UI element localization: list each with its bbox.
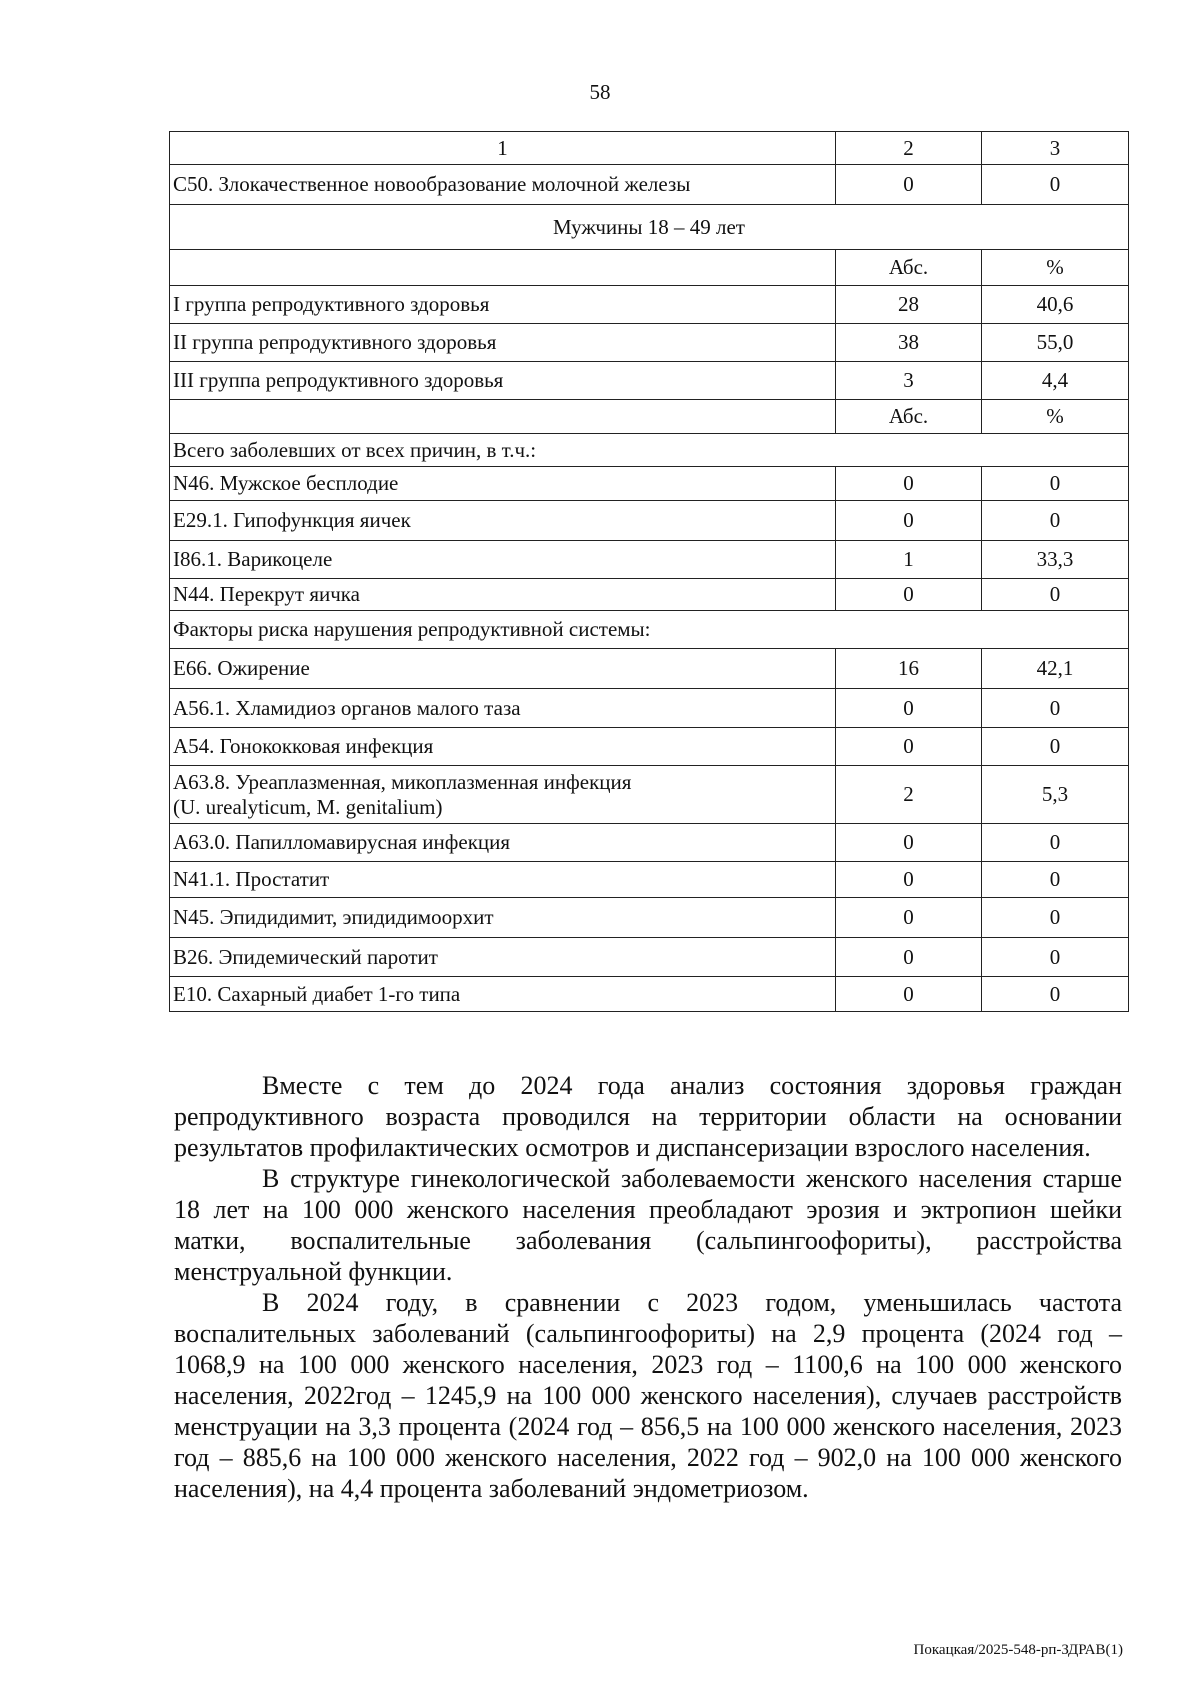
table-row xyxy=(170,501,1129,541)
percent-value: 0 xyxy=(982,977,1129,1012)
row-label: N44. Перекрут яичка xyxy=(170,579,836,611)
percent-value: 40,6 xyxy=(982,286,1129,324)
table-row xyxy=(170,400,1129,434)
header-cell-1: 1 xyxy=(170,132,836,165)
header-cell-3: 3 xyxy=(982,132,1129,165)
abs-value: 0 xyxy=(836,824,982,862)
table-row xyxy=(170,205,1129,250)
percent-value: 0 xyxy=(982,467,1129,501)
percent-value: 0 xyxy=(982,898,1129,938)
column-percent-header: % xyxy=(982,400,1129,434)
abs-value: 16 xyxy=(836,649,982,689)
row-label: I группа репродуктивного здоровья xyxy=(170,286,836,324)
section-title: Всего заболевших от всех причин, в т.ч.: xyxy=(170,434,1129,467)
table-row xyxy=(170,324,1129,362)
percent-value: 0 xyxy=(982,728,1129,766)
abs-value: 0 xyxy=(836,689,982,728)
row-label: A54. Гонококковая инфекция xyxy=(170,728,836,766)
document-footer: Покацкая/2025-548-рп-ЗДРАВ(1) xyxy=(913,1642,1123,1658)
page-number: 58 xyxy=(589,80,611,104)
percent-value: 0 xyxy=(982,501,1129,541)
paragraph: В 2024 году, в сравнении с 2023 годом, уменьшилась частота воспалительных заболеваний (сальпингоофориты) на 2,9 процента (2024 год – 1068,9 на 100 000 женского населения, 2023 год – 1100,6 на 100 000 женского населения, 2022год – 1245,9 на 100 000 женского населения), случаев расстройств менструации на 3,3 процента (2024 год – 856,5 на 100 000 женского населения, 2023 год – 885,6 на 100 000 женского населения, 2022 год – 902,0 на 100 000 женского населения), на 4,4 процента заболеваний эндометриозом. xyxy=(174,1288,1122,1503)
row-label-line: (U. urealyticum, M. genitalium) xyxy=(173,794,443,819)
abs-value: 2 xyxy=(836,766,982,824)
abs-value: 0 xyxy=(836,898,982,938)
abs-value: 0 xyxy=(836,579,982,611)
percent-value: 0 xyxy=(982,165,1129,205)
health-table xyxy=(169,131,1129,1012)
abs-value: 0 xyxy=(836,165,982,205)
row-label xyxy=(170,766,836,824)
percent-value: 0 xyxy=(982,862,1129,898)
abs-value: 3 xyxy=(836,362,982,400)
abs-value: 0 xyxy=(836,728,982,766)
table-row xyxy=(170,467,1129,501)
percent-value: 42,1 xyxy=(982,649,1129,689)
table-header-row xyxy=(170,132,1129,165)
row-label: N46. Мужское бесплодие xyxy=(170,467,836,501)
row-label: С50. Злокачественное новообразование молочной железы xyxy=(170,165,836,205)
row-label: E10. Сахарный диабет 1-го типа xyxy=(170,977,836,1012)
row-label-line: A63.8. Уреаплазменная, микоплазменная инфекция xyxy=(173,769,632,794)
section-title: Факторы риска нарушения репродуктивной системы: xyxy=(170,611,1129,649)
abs-value: 1 xyxy=(836,541,982,579)
percent-value: 0 xyxy=(982,689,1129,728)
percent-value: 55,0 xyxy=(982,324,1129,362)
row-label: E66. Ожирение xyxy=(170,649,836,689)
abs-value: 28 xyxy=(836,286,982,324)
table-row xyxy=(170,766,1129,824)
table-row xyxy=(170,898,1129,938)
row-label xyxy=(170,400,836,434)
table-row xyxy=(170,250,1129,286)
row-label: I86.1. Варикоцеле xyxy=(170,541,836,579)
row-label: E29.1. Гипофункция яичек xyxy=(170,501,836,541)
table-row xyxy=(170,165,1129,205)
table-row xyxy=(170,362,1129,400)
table-row xyxy=(170,689,1129,728)
row-label: N41.1. Простатит xyxy=(170,862,836,898)
abs-value: 38 xyxy=(836,324,982,362)
abs-value: 0 xyxy=(836,862,982,898)
row-label: A56.1. Хламидиоз органов малого таза xyxy=(170,689,836,728)
column-abs-header: Абс. xyxy=(836,250,982,286)
table-row xyxy=(170,728,1129,766)
column-abs-header: Абс. xyxy=(836,400,982,434)
row-label: II группа репродуктивного здоровья xyxy=(170,324,836,362)
row-label xyxy=(170,250,836,286)
abs-value: 0 xyxy=(836,977,982,1012)
percent-value: 5,3 xyxy=(982,766,1129,824)
body-text xyxy=(174,1070,1122,1504)
table-row xyxy=(170,862,1129,898)
header-cell-2: 2 xyxy=(836,132,982,165)
percent-value: 4,4 xyxy=(982,362,1129,400)
percent-value: 0 xyxy=(982,824,1129,862)
table-row xyxy=(170,649,1129,689)
table-row xyxy=(170,579,1129,611)
section-title: Мужчины 18 – 49 лет xyxy=(170,205,1129,250)
abs-value: 0 xyxy=(836,938,982,977)
table-row xyxy=(170,611,1129,649)
percent-value: 0 xyxy=(982,579,1129,611)
percent-value: 0 xyxy=(982,938,1129,977)
table-row xyxy=(170,434,1129,467)
row-label: N45. Эпидидимит, эпидидимоорхит xyxy=(170,898,836,938)
paragraph: Вместе с тем до 2024 года анализ состояния здоровья граждан репродуктивного возраста проводился на территории области на основании результатов профилактических осмотров и диспансеризации взрослого населения. xyxy=(174,1071,1122,1162)
table-row xyxy=(170,541,1129,579)
column-percent-header: % xyxy=(982,250,1129,286)
table-row xyxy=(170,824,1129,862)
percent-value: 33,3 xyxy=(982,541,1129,579)
paragraph: В структуре гинекологической заболеваемости женского населения старше 18 лет на 100 000 женского населения преобладают эрозия и эктропион шейки матки, воспалительные заболевания (сальпингоофориты), расстройства менструальной функции. xyxy=(174,1164,1122,1286)
abs-value: 0 xyxy=(836,501,982,541)
table-row xyxy=(170,977,1129,1012)
abs-value: 0 xyxy=(836,467,982,501)
row-label: A63.0. Папилломавирусная инфекция xyxy=(170,824,836,862)
table-row xyxy=(170,938,1129,977)
row-label: B26. Эпидемический паротит xyxy=(170,938,836,977)
table-row xyxy=(170,286,1129,324)
row-label: III группа репродуктивного здоровья xyxy=(170,362,836,400)
